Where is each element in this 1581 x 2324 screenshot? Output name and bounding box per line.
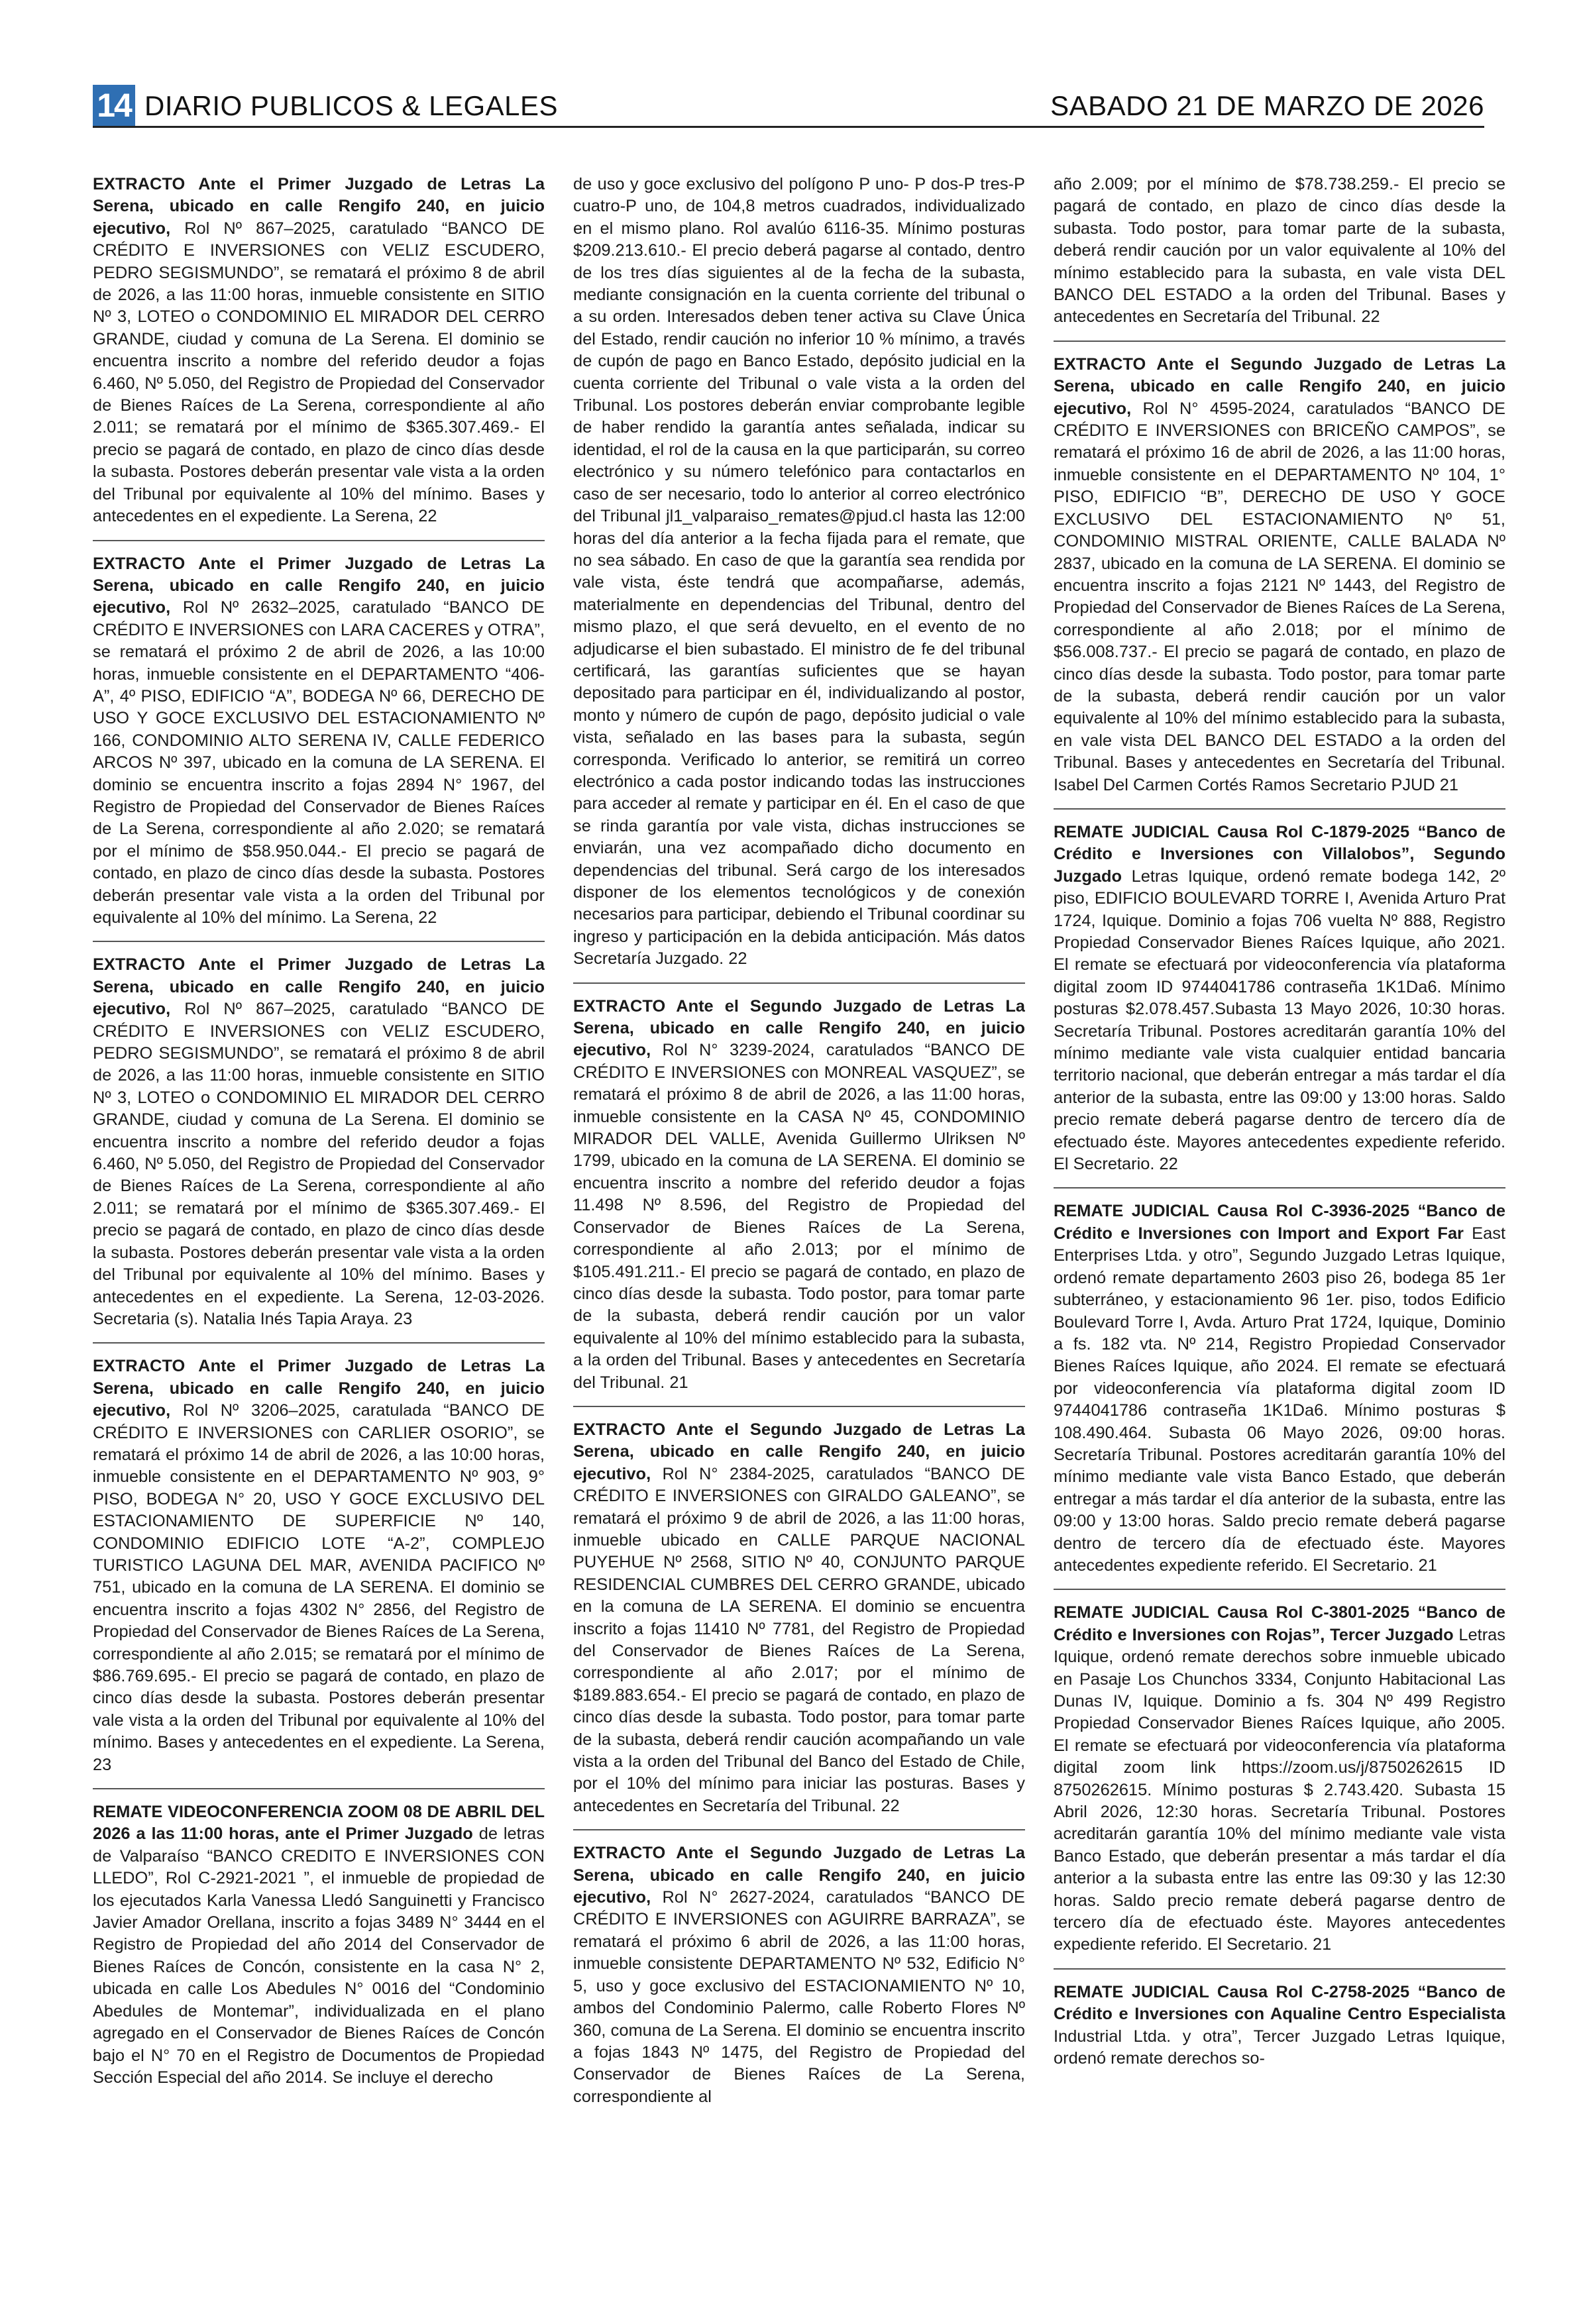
notice-body: Letras Iquique, ordenó remate derechos sobre inmueble ubicado en Pasaje Los Chunchos 3334, Conjunto Habitacional Las Dunas IV, Iquique. Dominio a fs. 304 Nº 499 Registro Propiedad Conservador Bienes Raíces Iquique, año 2005. El remate se efectuará por videoconferencia vía plataforma digital zoom link https://zoom.us/j/8750262615 ID 8750262615. Mínimo posturas $ 2.743.420. Subasta 15 Abril 2026, 12:30 horas. Secretaría Tribunal. Postores acreditarán garantía 10% del mínimo mediante vale vista Banco Estado, que deberán presentar a más tardar el día anterior a la subasta entre las entre las 09:30 y las 12:30 horas. Saldo precio remate deberá pagarse dentro de tercero día de efectuado éste. Mayores antecedentes expediente referido. El Secretario. 21 bbox=[1054, 1625, 1505, 1954]
notice-body: East Enterprises Ltda. y otro”, Segundo Juzgado Letras Iquique, ordenó remate departamento 2603 piso 26, bodega 85 1er subterráneo, y estacionamiento 96 1er. piso, todos Edificio Boulevard Torre I, Avda. Arturo Prat 1724, Iquique, Dominio a fs. 182 vta. Nº 214, Registro Propiedad Conservador Bienes Raíces Iquique, año 2024. El remate se efectuará por videoconferencia vía plataforma digital zoom ID 9744041786 contraseña 1K1Da6. Mínimo posturas $ 108.490.464. Subasta 06 Mayo 2026, 09:00 horas. Secretaría Tribunal. Postores acreditarán garantía 10% del mínimo mediante vale vista Banco Estado, que deberán entregar a más tardar el día anterior de la subasta, entre las 09:00 y 13:00 horas. Saldo precio remate deberá pagarse dentro de tercero día de efectuado éste. Mayores antecedentes expediente referido. El Secretario. 21 bbox=[1054, 1224, 1505, 1575]
notice-separator bbox=[1054, 1968, 1505, 1970]
publication-date: SABADO 21 DE MARZO DE 2026 bbox=[1050, 90, 1484, 121]
page-header bbox=[93, 85, 1484, 128]
notice-separator bbox=[93, 1788, 545, 1789]
column-3 bbox=[1054, 174, 1505, 2274]
legal-notice bbox=[1054, 1602, 1505, 1956]
newspaper-name: DIARIO PUBLICOS & LEGALES bbox=[144, 90, 559, 121]
notice-body: Letras Iquique, ordenó remate bodega 142, 2º piso, EDIFICIO BOULEVARD TORRE I, Avenida Arturo Prat 1724, Iquique. Dominio a fojas 706 vuelta Nº 888, Registro Propiedad Conservador Bienes Raíces Iquique, año 2021. El remate se efectuará por videoconferencia vía plataforma digital zoom ID 9744041786 contraseña 1K1Da6. Mínimo posturas $2.078.457.Subasta 13 Mayo 2026, 10:30 horas. Secretaría Tribunal. Postores acreditarán garantía 10% del mínimo mediante vale vista cualquier entidad bancaria territorio nacional, que deberán entregar a más tardar el día anterior de la subasta, entre las 09:00 y 13:00 horas. Saldo precio remate deberá pagarse dentro de tercero día de efectuado éste. Mayores antecedentes expediente referido. El Secretario. 22 bbox=[1054, 867, 1505, 1174]
notice-lead: EXTRACTO Ante el Primer Juzgado de Letras La Serena, ubicado en calle Rengifo 240, en juicio ejecutivo, bbox=[93, 175, 545, 238]
notice-body: Rol Nº 867–2025, caratulado “BANCO DE CRÉDITO E INVERSIONES con VELIZ ESCUDERO, PEDRO SEGISMUNDO”, se rematará el próximo 8 de abril de 2026, a las 11:00 horas, inmueble consistente en SITIO Nº 3, LOTEO o CONDOMINIO EL MIRADOR DEL CERRO GRANDE, ciudad y comuna de La Serena. El dominio se encuentra inscrito a nombre del referido deudor a fojas 6.460, Nº 5.050, del Registro de Propiedad del Conservador de Bienes Raíces de La Serena, correspondiente al año 2.011; se rematará por el mínimo de $365.307.469.- El precio se pagará de contado, en plazo de cinco días desde la subasta. Postores deberán presentar vale vista a la orden del Tribunal por equivalente al 10% del mínimo. Bases y antecedentes en el expediente. La Serena, 12-03-2026. Secretaria (s). Natalia Inés Tapia Araya. 23 bbox=[93, 1000, 545, 1328]
notice-body: Rol N° 4595-2024, caratulados “BANCO DE CRÉDITO E INVERSIONES con BRICEÑO CAMPOS”, se rematará el próximo 16 de abril de 2026, a las 11:00 horas, inmueble consistente en el DEPARTAMENTO Nº 104, 1° PISO, EDIFICIO “B”, DERECHO DE USO Y GOCE EXCLUSIVO DEL ESTACIONAMIENTO Nº 51, CONDOMINIO MISTRAL ORIENTE, CALLE BALADA Nº 2837, ubicado en la comuna de LA SERENA. El dominio se encuentra inscrito a fojas 2121 Nº 1443, del Registro de Propiedad del Conservador de Bienes Raíces de La Serena, correspondiente al año 2.018; por el mínimo de $56.008.737.- El precio se pagará de contado, en plazo de cinco días desde la subasta. Todo postor, para tomar parte de la subasta, deberá rendir caución por un valor equivalente al 10% del mínimo establecido para la subasta, en vale vista DEL BANCO DEL ESTADO a la orden del Tribunal. Bases y antecedentes en Secretaría del Tribunal. Isabel Del Carmen Cortés Ramos Secretario PJUD 21 bbox=[1054, 399, 1505, 794]
notice-lead: EXTRACTO Ante el Primer Juzgado de Letras La Serena, ubicado en calle Rengifo 240, en juicio ejecutivo, bbox=[93, 1357, 545, 1420]
page-number: 14 bbox=[93, 85, 135, 126]
notice-body: Rol Nº 3206–2025, caratulada “BANCO DE CRÉDITO E INVERSIONES con CARLIER OSORIO”, se rematará el próximo 14 de abril de 2026, a las 10:00 horas, inmueble consistente en el DEPARTAMENTO Nº 903, 9° PISO, BODEGA N° 20, USO Y GOCE EXCLUSIVO DEL ESTACIONAMIENTO DE SUPERFICIE Nº 140, CONDOMINIO EDIFICIO LOTE “A-2”, COMPLEJO TURISTICO LAGUNA DEL MAR, AVENIDA PACIFICO Nº 751, ubicado en la comuna de LA SERENA. El dominio se encuentra inscrito a fojas 4302 N° 2856, del Registro de Propiedad del Conservador de Bienes Raíces de La Serena, correspondiente al año 2.015; se rematará por el mínimo de $86.769.695.- El precio se pagará de contado, en plazo de cinco días desde la subasta. Postores deberán presentar vale vista a la orden del Tribunal por equivalente al 10% del mínimo. Bases y antecedentes en el expediente. La Serena, 23 bbox=[93, 1401, 545, 1774]
legal-notice bbox=[93, 174, 545, 528]
column-2 bbox=[573, 174, 1025, 2274]
legal-notice bbox=[93, 1801, 545, 2089]
notice-separator bbox=[1054, 1187, 1505, 1188]
legal-notice bbox=[1054, 821, 1505, 1176]
notice-lead: EXTRACTO Ante el Segundo Juzgado de Letras La Serena, ubicado en calle Rengifo 240, en juicio ejecutivo, bbox=[573, 1844, 1025, 1907]
notice-lead: REMATE JUDICIAL Causa Rol C-3936-2025 “Banco de Crédito e Inversiones con Import and Export Far bbox=[1054, 1202, 1505, 1243]
notice-lead: EXTRACTO Ante el Segundo Juzgado de Letras La Serena, ubicado en calle Rengifo 240, en juicio ejecutivo, bbox=[573, 1420, 1025, 1483]
legal-notice bbox=[573, 996, 1025, 1394]
notice-separator bbox=[93, 540, 545, 541]
notice-separator bbox=[573, 1406, 1025, 1407]
notice-body: Industrial Ltda. y otra”, Tercer Juzgado Letras Iquique, ordenó remate derechos so- bbox=[1054, 2027, 1505, 2068]
legal-notice bbox=[1054, 1200, 1505, 1577]
notice-body: Rol Nº 2632–2025, caratulado “BANCO DE CRÉDITO E INVERSIONES con LARA CACERES y OTRA”, se rematará el próximo 2 de abril de 2026, a las 10:00 horas, inmueble consistente en el DEPARTAMENTO “406-A”, 4º PISO, EDIFICIO “A”, BODEGA Nº 66, DERECHO DE USO Y GOCE EXCLUSIVO DEL ESTACIONAMIENTO Nº 166, CONDOMINIO ALTO SERENA IV, CALLE FEDERICO ARCOS Nº 397, ubicado en la comuna de LA SERENA. El dominio se encuentra inscrito a fojas 2894 N° 1967, del Registro de Propiedad del Conservador de Bienes Raíces de La Serena, correspondiente al año 2.020; se rematará por el mínimo de $58.950.044.- El precio se pagará de contado, en plazo de cinco días desde la subasta. Postores deberán presentar vale vista a la orden del Tribunal por equivalente al 10% del mínimo. La Serena, 22 bbox=[93, 598, 545, 927]
notice-lead: EXTRACTO Ante el Segundo Juzgado de Letras La Serena, ubicado en calle Rengifo 240, en juicio ejecutivo, bbox=[573, 996, 1025, 1060]
notice-body: Rol N° 2384-2025, caratulados “BANCO DE CRÉDITO E INVERSIONES con GIRALDO GALEANO”, se rematará el próximo 9 de abril de 2026, a las 11:00 horas, inmueble ubicado en CALLE PARQUE NACIONAL PUYEHUE Nº 2568, SITIO Nº 40, CONJUNTO PARQUE RESIDENCIAL CUMBRES DEL CERRO GRANDE, ubicado en la comuna de LA SERENA. El dominio se encuentra inscrito a fojas 11410 Nº 7781, del Registro de Propiedad del Conservador de Bienes Raíces de La Serena, correspondiente al año 2.017; por el mínimo de $189.883.654.- El precio se pagará de contado, en plazo de cinco días desde la subasta. Todo postor, para tomar parte de la subasta, deberá rendir caución acompañando un vale vista a la orden del Tribunal del Banco del Estado de Chile, por el 10% del mínimo para iniciar las posturas. Bases y antecedentes en Secretaría del Tribunal. 22 bbox=[573, 1464, 1025, 1815]
legal-notice bbox=[573, 1842, 1025, 2108]
notice-separator bbox=[573, 982, 1025, 984]
notice-body: Rol N° 3239-2024, caratulados “BANCO DE CRÉDITO E INVERSIONES con MONREAL VASQUEZ”, se rematará el próximo 8 de abril de 2026, a las 11:00 horas, inmueble consistente en la CASA Nº 45, CONDOMINIO MIRADOR DEL VALLE, Avenida Guillermo Ulriksen Nº 1799, ubicado en la comuna de LA SERENA. El dominio se encuentra inscrito a nombre del referido deudor a fojas 11.498 Nº 8.596, del Registro de Propiedad del Conservador de Bienes Raíces de La Serena, correspondiente al año 2.013; por el mínimo de $105.491.211.- El precio se pagará de contado, en plazo de cinco días desde la subasta. Todo postor, para tomar parte de la subasta, deberá rendir caución por un valor equivalente al 10% del mínimo establecido para la subasta, a la orden del Tribunal. Bases y antecedentes en Secretaría del Tribunal. 21 bbox=[573, 1041, 1025, 1392]
legal-notice bbox=[93, 1355, 545, 1776]
notice-separator bbox=[573, 1829, 1025, 1830]
column-1 bbox=[93, 174, 545, 2274]
notice-lead: REMATE VIDEOCONFERENCIA ZOOM 08 DE ABRIL DEL 2026 a las 11:00 horas, ante el Primer Juzgado bbox=[93, 1803, 545, 1844]
notice-separator bbox=[93, 941, 545, 942]
notice-lead: REMATE JUDICIAL Causa Rol C-3801-2025 “Banco de Crédito e Inversiones con Rojas”, Tercer Juzgado bbox=[1054, 1603, 1505, 1644]
notice-lead: EXTRACTO Ante el Primer Juzgado de Letras La Serena, ubicado en calle Rengifo 240, en juicio ejecutivo, bbox=[93, 955, 545, 1019]
notice-separator bbox=[1054, 1589, 1505, 1590]
notice-lead: REMATE JUDICIAL Causa Rol C-2758-2025 “Banco de Crédito e Inversiones con Aqualine Centro Especialista bbox=[1054, 1982, 1505, 2024]
legal-notice bbox=[1054, 354, 1505, 796]
legal-notice bbox=[1054, 1981, 1505, 2070]
notice-body: Rol N° 2627-2024, caratulados “BANCO DE CRÉDITO E INVERSIONES con AGUIRRE BARRAZA”, se rematará el próximo 6 abril de 2026, a las 11:00 horas, inmueble consistente DEPARTAMENTO Nº 532, Edificio N° 5, uso y goce exclusivo del ESTACIONAMIENTO Nº 10, ambos del Condominio Palermo, calle Roberto Flores Nº 360, comuna de La Serena. El dominio se encuentra inscrito a fojas 1843 Nº 1475, del Registro de Propiedad del Conservador de Bienes Raíces de La Serena, correspondiente al bbox=[573, 1888, 1025, 2106]
notice-body: Rol Nº 867–2025, caratulado “BANCO DE CRÉDITO E INVERSIONES con VELIZ ESCUDERO, PEDRO SEGISMUNDO”, se rematará el próximo 8 de abril de 2026, a las 11:00 horas, inmueble consistente en SITIO Nº 3, LOTEO o CONDOMINIO EL MIRADOR DEL CERRO GRANDE, ciudad y comuna de La Serena. El dominio se encuentra inscrito a nombre del referido deudor a fojas 6.460, Nº 5.050, del Registro de Propiedad del Conservador de Bienes Raíces de La Serena, correspondiente al año 2.011; se rematará por el mínimo de $365.307.469.- El precio se pagará de contado, en plazo de cinco días desde la subasta. Postores deberán presentar vale vista a la orden del Tribunal por equivalente al 10% del mínimo. Bases y antecedentes en el expediente. La Serena, 22 bbox=[93, 219, 545, 526]
legal-notice bbox=[93, 954, 545, 1330]
notice-body: de uso y goce exclusivo del polígono P uno- P dos-P tres-P cuatro-P uno, de 104,8 metros cuadrados, individualizado en el mismo plano. Rol avalúo 6116-35. Mínimo posturas $209.213.610.- El precio deberá pagarse al contado, dentro de los tres días siguientes al de la fecha de la subasta, mediante consignación en la cuenta corriente del tribunal o a su orden. Interesados deben tener activa su Clave Única del Estado, rendir caución no inferior 10 % mínimo, a través de cupón de pago en Banco Estado, depósito judicial en la cuenta corriente del Tribunal o vale vista a la orden del Tribunal. Los postores deberán enviar comprobante legible de haber rendido la garantía antes señalada, indicar su identidad, el rol de la causa en la que participarán, su correo electrónico y su número telefónico para contactarlos en caso de ser necesario, todo lo anterior al correo electrónico del Tribunal jl1_valparaiso_remates@pjud.cl hasta las 12:00 horas del día anterior a la fecha fijada para el remate, que no sea sábado. En caso de que la garantía sea rendida por vale vista, éste tendrá que acompañarse, además, materialmente en dependencias del Tribunal, dentro del mismo plazo, el que será devuelto, en el evento de no adjudicarse el bien subastado. El ministro de fe del tribunal certificará, las garantías suficientes que se hayan depositado para participar en él, individualizando al postor, monto y número de cupón de pago, depósito judicial o vale vista, señalado en las bases para la subasta, según corresponda. Verificado lo anterior, se remitirá un correo electrónico a cada postor indicando todas las instrucciones para acceder al remate y participar en él. En el caso de que se rinda garantía por vale vista, dichas instrucciones se enviarán, una vez acompañado dicho documento en dependencias del tribunal. Será cargo de los interesados disponer de los elementos tecnológicos y de conexión necesarios para participar, debiendo el Tribunal coordinar su ingreso y participación en la debida anticipación. Más datos Secretaría Juzgado. 22 bbox=[573, 175, 1025, 969]
notice-lead: REMATE JUDICIAL Causa Rol C-1879-2025 “Banco de Crédito e Inversiones con Villalobos”, Segundo Juzgado bbox=[1054, 822, 1505, 886]
legal-notice bbox=[1054, 174, 1505, 329]
legal-notice bbox=[573, 1419, 1025, 1817]
legal-notice bbox=[93, 553, 545, 929]
notice-body: año 2.009; por el mínimo de $78.738.259.- El precio se pagará de contado, en plazo de cinco días desde la subasta. Todo postor, para tomar parte de la subasta, deberá rendir caución por un valor equivalente al 10% del mínimo establecido para la subasta, en vale vista DEL BANCO DEL ESTADO a la orden del Tribunal. Bases y antecedentes en Secretaría del Tribunal. 22 bbox=[1054, 175, 1505, 327]
notice-lead: EXTRACTO Ante el Segundo Juzgado de Letras La Serena, ubicado en calle Rengifo 240, en juicio ejecutivo, bbox=[1054, 354, 1505, 418]
legal-notice bbox=[573, 174, 1025, 971]
notice-separator bbox=[1054, 341, 1505, 342]
notice-separator bbox=[93, 1342, 545, 1344]
notice-lead: EXTRACTO Ante el Primer Juzgado de Letras La Serena, ubicado en calle Rengifo 240, en juicio ejecutivo, bbox=[93, 554, 545, 617]
notice-body: de letras de Valparaíso “BANCO CREDITO E INVERSIONES CON LLEDO”, Rol C-2921-2021 ”, el inmueble de propiedad de los ejecutados Karla Vanessa Lledó Sanguinetti y Francisco Javier Amador Orellana, inscrito a fojas 3489 N° 3444 en el Registro de Propiedad del año 2014 del Conservador de Bienes Raíces de Concón, consistente en la casa N° 2, ubicada en calle Los Abedules N° 0016 del “Condominio Abedules de Montemar”, individualizada en el plano agregado en el Conservador de Bienes Raíces de Concón bajo el N° 70 en el Registro de Documentos de Propiedad Sección Especial del año 2014. Se incluye el derecho bbox=[93, 1824, 545, 2087]
notice-separator bbox=[1054, 808, 1505, 810]
